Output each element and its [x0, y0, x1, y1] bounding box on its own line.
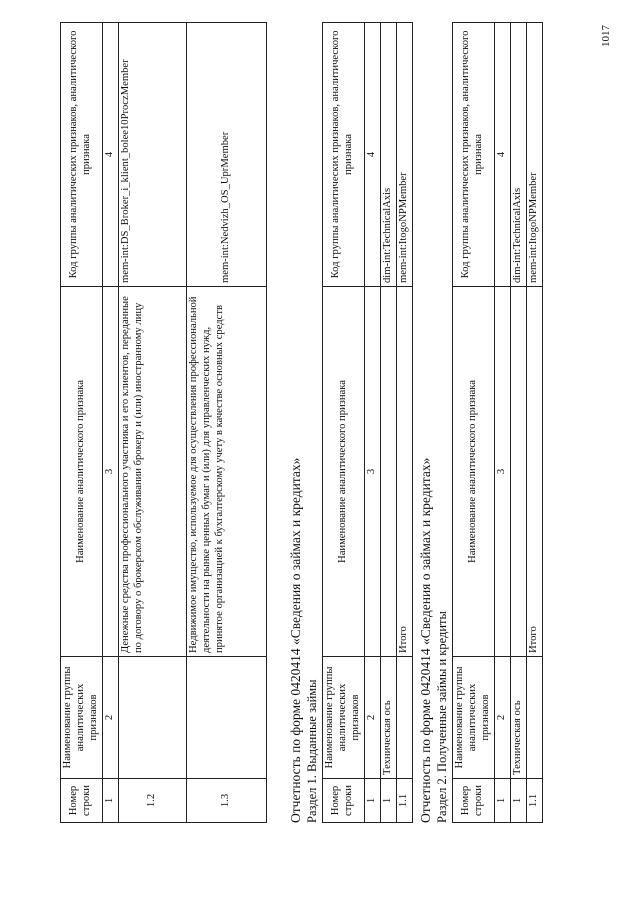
group-name-cell: Техническая ось [510, 657, 526, 779]
col-number: 1 [364, 779, 380, 823]
section2-heading: Отчетность по форме 0420414 «Сведения о займах и кредитах» [418, 457, 433, 823]
code-cell: mem-int:Nedvizh_OS_UprMember [186, 23, 266, 287]
feature-name-cell [380, 287, 396, 657]
table-row [380, 23, 396, 823]
group-name-cell [526, 657, 542, 779]
page-number: 1017 [600, 25, 612, 47]
header-row-number: Номер строки [323, 779, 365, 823]
col-number: 3 [364, 287, 380, 657]
row-number: 1.1 [526, 779, 542, 823]
row-number: 1 [380, 779, 396, 823]
row-number: 1.1 [396, 779, 412, 823]
row-number: 1.3 [186, 779, 266, 823]
code-cell: mem-int:ItogoNPMember [396, 23, 412, 287]
col-number: 2 [102, 657, 118, 779]
col-number: 4 [102, 23, 118, 287]
group-name-cell [118, 657, 186, 779]
feature-name-cell [510, 287, 526, 657]
table-row [118, 23, 186, 823]
header-feature-name: Наименование аналитического признака [61, 287, 103, 657]
section2-table [452, 22, 543, 823]
header-feature-name: Наименование аналитического признака [323, 287, 365, 657]
group-name-cell [396, 657, 412, 779]
col-number: 4 [364, 23, 380, 287]
code-cell: dim-int:TechnicalAxis [510, 23, 526, 287]
header-group-name: Наименование группы аналитических признаков [453, 657, 495, 779]
col-number: 1 [494, 779, 510, 823]
col-number: 3 [102, 287, 118, 657]
section2-title: Раздел 2. Полученные займы и кредиты [435, 611, 449, 823]
table-header-row [61, 23, 103, 823]
col-number: 2 [494, 657, 510, 779]
row-number: 1 [510, 779, 526, 823]
col-number: 1 [102, 779, 118, 823]
header-code: Код группы аналитических признаков, аналитического признака [453, 23, 495, 287]
header-row-number: Номер строки [453, 779, 495, 823]
col-number: 4 [494, 23, 510, 287]
feature-name-cell: Денежные средства профессионального участника и его клиентов, переданные по договору о брокерском обслуживании брокеру и (или) иностранному лицу [118, 287, 186, 657]
section1-title: Раздел 1. Выданные займы [305, 679, 319, 823]
header-group-name: Наименование группы аналитических признаков [323, 657, 365, 779]
header-code: Код группы аналитических признаков, аналитического признака [323, 23, 365, 287]
feature-name-cell: Итого [526, 287, 542, 657]
col-number: 2 [364, 657, 380, 779]
feature-name-cell: Недвижимое имущество, используемое для осуществления профессиональной деятельности на рынке ценных бумаг и (или) для управленческих нужд, принятое организацией к бухгалтерскому учету в качестве основных средств [186, 287, 266, 657]
group-name-cell: Техническая ось [380, 657, 396, 779]
col-number: 3 [494, 287, 510, 657]
column-number-row [364, 23, 380, 823]
section1-heading: Отчетность по форме 0420414 «Сведения о займах и кредитах» [288, 457, 303, 823]
column-number-row [102, 23, 118, 823]
header-feature-name: Наименование аналитического признака [453, 287, 495, 657]
header-row-number: Номер строки [61, 779, 103, 823]
table-row [510, 23, 526, 823]
table-header-row [323, 23, 365, 823]
section1-table [322, 22, 413, 823]
code-cell: dim-int:TechnicalAxis [380, 23, 396, 287]
header-code: Код группы аналитических признаков, аналитического признака [61, 23, 103, 287]
row-number: 1.2 [118, 779, 186, 823]
table-header-row [453, 23, 495, 823]
header-group-name: Наименование группы аналитических признаков [61, 657, 103, 779]
feature-name-cell: Итого [396, 287, 412, 657]
code-cell: mem-int:ItogoNPMember [526, 23, 542, 287]
table-row [396, 23, 412, 823]
code-cell: mem-int:DS_Broker_i_klient_bolee10ProczMember [118, 23, 186, 287]
analytics-table-continued [60, 22, 267, 823]
column-number-row [494, 23, 510, 823]
table-row [526, 23, 542, 823]
group-name-cell [186, 657, 266, 779]
table-row [186, 23, 266, 823]
